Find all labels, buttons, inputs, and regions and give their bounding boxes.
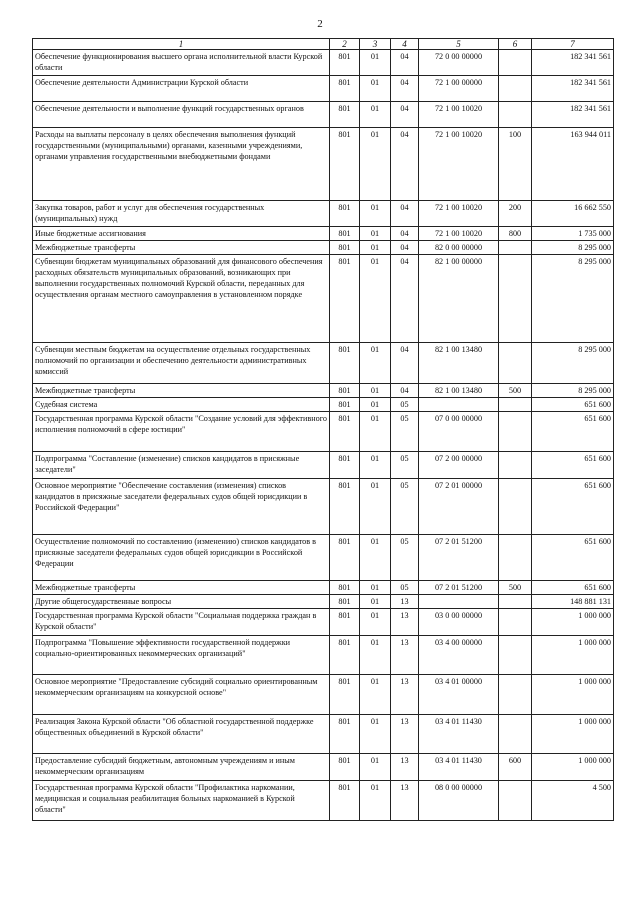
line-item-name: Субвенции бюджетам муниципальных образований для финансового обеспечения расходных обязательств муниципальных образований, возникающих при выполнении государственных полномочий Курской области, переданных для осуществления органам местного самоуправления в установленном порядке bbox=[33, 255, 330, 343]
column-header: 1 bbox=[33, 39, 330, 50]
admin-code: 801 bbox=[330, 781, 360, 821]
section-code: 01 bbox=[360, 715, 391, 754]
target-article-code: 07 0 00 00000 bbox=[419, 412, 499, 452]
subsection-code: 13 bbox=[391, 781, 419, 821]
target-article-code: 72 1 00 10020 bbox=[419, 128, 499, 201]
target-article-code: 82 1 00 00000 bbox=[419, 255, 499, 343]
admin-code: 801 bbox=[330, 201, 360, 227]
target-article-code: 72 1 00 10020 bbox=[419, 102, 499, 128]
table-row bbox=[33, 479, 614, 535]
expense-type-code bbox=[499, 412, 532, 452]
line-item-name: Государственная программа Курской области "Создание условий для эффективного исполнения полномочий в сфере юстиции" bbox=[33, 412, 330, 452]
amount: 1 000 000 bbox=[532, 715, 614, 754]
section-code: 01 bbox=[360, 754, 391, 781]
admin-code: 801 bbox=[330, 241, 360, 255]
subsection-code: 13 bbox=[391, 609, 419, 636]
section-code: 01 bbox=[360, 50, 391, 76]
amount: 8 295 000 bbox=[532, 343, 614, 384]
subsection-code: 04 bbox=[391, 128, 419, 201]
amount: 8 295 000 bbox=[532, 241, 614, 255]
column-header: 7 bbox=[532, 39, 614, 50]
section-code: 01 bbox=[360, 201, 391, 227]
expense-type-code bbox=[499, 715, 532, 754]
amount: 16 662 550 bbox=[532, 201, 614, 227]
line-item-name: Основное мероприятие "Обеспечение составления (изменения) списков кандидатов в присяжные заседатели федеральных судов общей юрисдикции в Российской Федерации" bbox=[33, 479, 330, 535]
expense-type-code bbox=[499, 50, 532, 76]
line-item-name: Субвенции местным бюджетам на осуществление отдельных государственных полномочий по организации и обеспечению деятельности административных комиссий bbox=[33, 343, 330, 384]
section-code: 01 bbox=[360, 241, 391, 255]
expense-type-code bbox=[499, 452, 532, 479]
amount: 1 000 000 bbox=[532, 636, 614, 675]
amount: 182 341 561 bbox=[532, 102, 614, 128]
subsection-code: 04 bbox=[391, 384, 419, 398]
expense-type-code bbox=[499, 241, 532, 255]
admin-code: 801 bbox=[330, 50, 360, 76]
subsection-code: 13 bbox=[391, 754, 419, 781]
expense-type-code: 100 bbox=[499, 128, 532, 201]
amount: 1 000 000 bbox=[532, 754, 614, 781]
page-number: 2 bbox=[317, 18, 323, 30]
admin-code: 801 bbox=[330, 384, 360, 398]
subsection-code: 04 bbox=[391, 255, 419, 343]
target-article-code: 03 4 00 00000 bbox=[419, 636, 499, 675]
subsection-code: 04 bbox=[391, 343, 419, 384]
line-item-name: Предоставление субсидий бюджетным, автономным учреждениям и иным некоммерческим организациям bbox=[33, 754, 330, 781]
table-row bbox=[33, 255, 614, 343]
table-row bbox=[33, 343, 614, 384]
admin-code: 801 bbox=[330, 595, 360, 609]
line-item-name: Иные бюджетные ассигнования bbox=[33, 227, 330, 241]
line-item-name: Межбюджетные трансферты bbox=[33, 384, 330, 398]
expense-type-code bbox=[499, 398, 532, 412]
column-header: 2 bbox=[330, 39, 360, 50]
amount: 8 295 000 bbox=[532, 255, 614, 343]
table-row bbox=[33, 76, 614, 102]
admin-code: 801 bbox=[330, 535, 360, 581]
admin-code: 801 bbox=[330, 715, 360, 754]
table-row bbox=[33, 241, 614, 255]
admin-code: 801 bbox=[330, 636, 360, 675]
section-code: 01 bbox=[360, 535, 391, 581]
amount: 1 000 000 bbox=[532, 609, 614, 636]
target-article-code: 03 4 01 11430 bbox=[419, 715, 499, 754]
target-article-code: 82 1 00 13480 bbox=[419, 384, 499, 398]
expense-type-code bbox=[499, 343, 532, 384]
admin-code: 801 bbox=[330, 412, 360, 452]
admin-code: 801 bbox=[330, 255, 360, 343]
table-row bbox=[33, 781, 614, 821]
table-row bbox=[33, 398, 614, 412]
target-article-code: 03 0 00 00000 bbox=[419, 609, 499, 636]
admin-code: 801 bbox=[330, 609, 360, 636]
subsection-code: 05 bbox=[391, 452, 419, 479]
amount: 182 341 561 bbox=[532, 76, 614, 102]
subsection-code: 05 bbox=[391, 479, 419, 535]
section-code: 01 bbox=[360, 636, 391, 675]
expense-type-code bbox=[499, 595, 532, 609]
subsection-code: 04 bbox=[391, 76, 419, 102]
amount: 182 341 561 bbox=[532, 50, 614, 76]
table-row bbox=[33, 201, 614, 227]
subsection-code: 13 bbox=[391, 636, 419, 675]
line-item-name: Межбюджетные трансферты bbox=[33, 241, 330, 255]
table-row bbox=[33, 102, 614, 128]
expense-type-code bbox=[499, 609, 532, 636]
section-code: 01 bbox=[360, 452, 391, 479]
table-row bbox=[33, 412, 614, 452]
table-row bbox=[33, 675, 614, 715]
line-item-name: Обеспечение деятельности и выполнение функций государственных органов bbox=[33, 102, 330, 128]
section-code: 01 bbox=[360, 227, 391, 241]
expense-type-code: 600 bbox=[499, 754, 532, 781]
line-item-name: Судебная система bbox=[33, 398, 330, 412]
subsection-code: 13 bbox=[391, 715, 419, 754]
section-code: 01 bbox=[360, 595, 391, 609]
section-code: 01 bbox=[360, 609, 391, 636]
table-row bbox=[33, 452, 614, 479]
amount: 8 295 000 bbox=[532, 384, 614, 398]
subsection-code: 13 bbox=[391, 595, 419, 609]
admin-code: 801 bbox=[330, 398, 360, 412]
admin-code: 801 bbox=[330, 581, 360, 595]
line-item-name: Закупка товаров, работ и услуг для обеспечения государственных (муниципальных) нужд bbox=[33, 201, 330, 227]
target-article-code: 08 0 00 00000 bbox=[419, 781, 499, 821]
admin-code: 801 bbox=[330, 754, 360, 781]
target-article-code bbox=[419, 595, 499, 609]
target-article-code: 72 1 00 10020 bbox=[419, 227, 499, 241]
amount: 4 500 bbox=[532, 781, 614, 821]
admin-code: 801 bbox=[330, 227, 360, 241]
section-code: 01 bbox=[360, 384, 391, 398]
admin-code: 801 bbox=[330, 343, 360, 384]
amount: 163 944 011 bbox=[532, 128, 614, 201]
expense-type-code bbox=[499, 102, 532, 128]
subsection-code: 05 bbox=[391, 412, 419, 452]
line-item-name: Основное мероприятие "Предоставление субсидий социально ориентированным некоммерческим организациям на конкурсной основе" bbox=[33, 675, 330, 715]
section-code: 01 bbox=[360, 76, 391, 102]
amount: 148 881 131 bbox=[532, 595, 614, 609]
admin-code: 801 bbox=[330, 452, 360, 479]
target-article-code: 82 1 00 13480 bbox=[419, 343, 499, 384]
table-row bbox=[33, 581, 614, 595]
subsection-code: 04 bbox=[391, 50, 419, 76]
section-code: 01 bbox=[360, 255, 391, 343]
table-row bbox=[33, 128, 614, 201]
amount: 651 600 bbox=[532, 398, 614, 412]
target-article-code: 07 2 01 00000 bbox=[419, 479, 499, 535]
table-row bbox=[33, 595, 614, 609]
target-article-code: 03 4 01 11430 bbox=[419, 754, 499, 781]
expense-type-code bbox=[499, 781, 532, 821]
subsection-code: 05 bbox=[391, 581, 419, 595]
admin-code: 801 bbox=[330, 675, 360, 715]
table-row bbox=[33, 535, 614, 581]
line-item-name: Обеспечение функционирования высшего органа исполнительной власти Курской области bbox=[33, 50, 330, 76]
amount: 651 600 bbox=[532, 479, 614, 535]
subsection-code: 04 bbox=[391, 227, 419, 241]
section-code: 01 bbox=[360, 479, 391, 535]
section-code: 01 bbox=[360, 398, 391, 412]
section-code: 01 bbox=[360, 675, 391, 715]
admin-code: 801 bbox=[330, 102, 360, 128]
line-item-name: Другие общегосударственные вопросы bbox=[33, 595, 330, 609]
subsection-code: 04 bbox=[391, 102, 419, 128]
section-code: 01 bbox=[360, 781, 391, 821]
admin-code: 801 bbox=[330, 76, 360, 102]
amount: 651 600 bbox=[532, 581, 614, 595]
target-article-code: 72 1 00 00000 bbox=[419, 76, 499, 102]
column-header: 3 bbox=[360, 39, 391, 50]
expense-type-code: 200 bbox=[499, 201, 532, 227]
column-header: 5 bbox=[419, 39, 499, 50]
table-row bbox=[33, 227, 614, 241]
line-item-name: Межбюджетные трансферты bbox=[33, 581, 330, 595]
target-article-code: 82 0 00 00000 bbox=[419, 241, 499, 255]
line-item-name: Обеспечение деятельности Администрации Курской области bbox=[33, 76, 330, 102]
line-item-name: Реализация Закона Курской области "Об областной государственной поддержке общественных объединений в Курской области" bbox=[33, 715, 330, 754]
amount: 651 600 bbox=[532, 452, 614, 479]
expense-type-code bbox=[499, 636, 532, 675]
target-article-code: 03 4 01 00000 bbox=[419, 675, 499, 715]
amount: 1 735 000 bbox=[532, 227, 614, 241]
line-item-name: Подпрограмма "Составление (изменение) списков кандидатов в присяжные заседатели" bbox=[33, 452, 330, 479]
line-item-name: Расходы на выплаты персоналу в целях обеспечения выполнения функций государственными (муниципальными) органами, казенными учреждениями, органами управления государственными внебюджетными фондами bbox=[33, 128, 330, 201]
section-code: 01 bbox=[360, 128, 391, 201]
amount: 651 600 bbox=[532, 535, 614, 581]
expense-type-code bbox=[499, 76, 532, 102]
column-header: 4 bbox=[391, 39, 419, 50]
expense-type-code bbox=[499, 479, 532, 535]
target-article-code: 07 2 01 51200 bbox=[419, 581, 499, 595]
subsection-code: 05 bbox=[391, 535, 419, 581]
line-item-name: Государственная программа Курской области "Профилактика наркомании, медицинская и социальная реабилитация больных наркоманией в Курской области" bbox=[33, 781, 330, 821]
line-item-name: Осуществление полномочий по составлению (изменению) списков кандидатов в присяжные заседатели федеральных судов общей юрисдикции в Российской Федерации bbox=[33, 535, 330, 581]
table-row bbox=[33, 384, 614, 398]
expense-type-code: 500 bbox=[499, 384, 532, 398]
target-article-code bbox=[419, 398, 499, 412]
table-row bbox=[33, 636, 614, 675]
admin-code: 801 bbox=[330, 479, 360, 535]
table-row bbox=[33, 754, 614, 781]
subsection-code: 13 bbox=[391, 675, 419, 715]
target-article-code: 72 0 00 00000 bbox=[419, 50, 499, 76]
column-header: 6 bbox=[499, 39, 532, 50]
subsection-code: 04 bbox=[391, 241, 419, 255]
table-row bbox=[33, 609, 614, 636]
target-article-code: 07 2 00 00000 bbox=[419, 452, 499, 479]
section-code: 01 bbox=[360, 412, 391, 452]
table-row bbox=[33, 715, 614, 754]
expense-type-code bbox=[499, 255, 532, 343]
expense-type-code: 800 bbox=[499, 227, 532, 241]
line-item-name: Государственная программа Курской области "Социальная поддержка граждан в Курской области" bbox=[33, 609, 330, 636]
target-article-code: 72 1 00 10020 bbox=[419, 201, 499, 227]
admin-code: 801 bbox=[330, 128, 360, 201]
subsection-code: 04 bbox=[391, 201, 419, 227]
budget-table bbox=[32, 38, 614, 821]
expense-type-code bbox=[499, 535, 532, 581]
line-item-name: Подпрограмма "Повышение эффективности государственной поддержки социально-ориентированных некоммерческих организаций" bbox=[33, 636, 330, 675]
table-row bbox=[33, 50, 614, 76]
amount: 651 600 bbox=[532, 412, 614, 452]
amount: 1 000 000 bbox=[532, 675, 614, 715]
section-code: 01 bbox=[360, 581, 391, 595]
section-code: 01 bbox=[360, 343, 391, 384]
expense-type-code: 500 bbox=[499, 581, 532, 595]
section-code: 01 bbox=[360, 102, 391, 128]
target-article-code: 07 2 01 51200 bbox=[419, 535, 499, 581]
subsection-code: 05 bbox=[391, 398, 419, 412]
expense-type-code bbox=[499, 675, 532, 715]
table-header-row bbox=[33, 39, 614, 50]
